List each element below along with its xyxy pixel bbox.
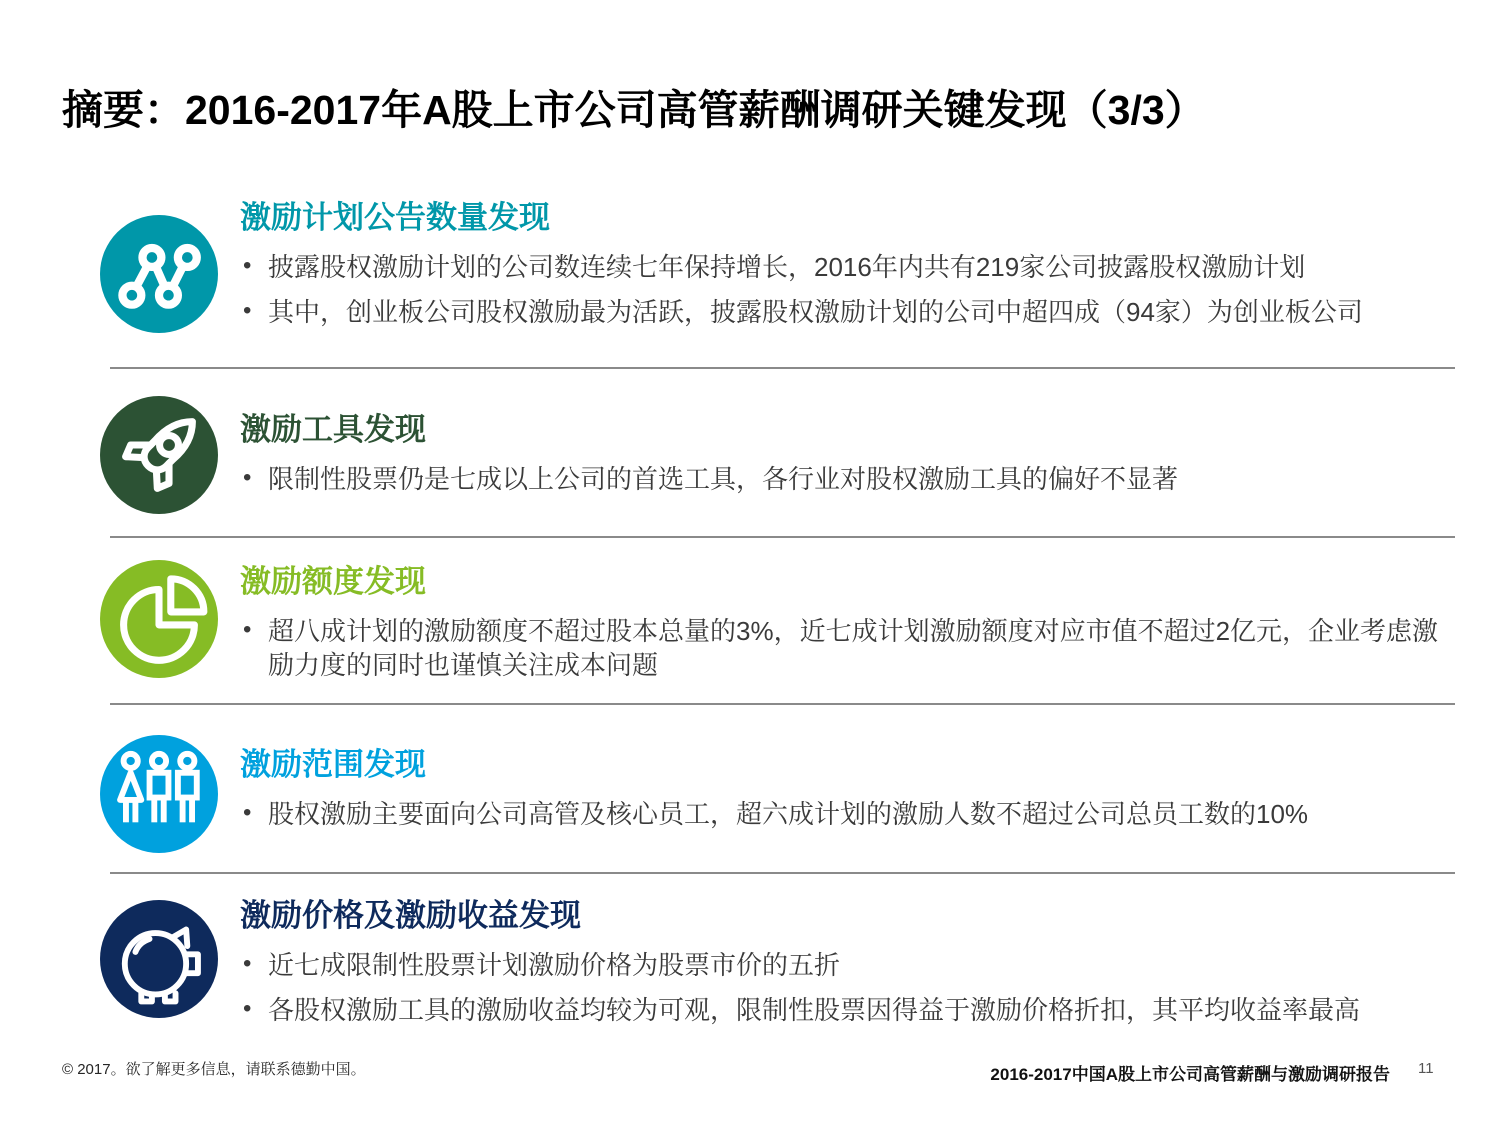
bullet-list (240, 948, 1462, 1027)
piggy-bank-icon (100, 900, 218, 1018)
section-divider (110, 703, 1455, 705)
pie-chart-icon (100, 560, 218, 678)
rocket-icon (100, 396, 218, 514)
report-title-footer: 2016-2017中国A股上市公司高管薪酬与激励调研报告 (990, 1065, 1390, 1084)
section-heading: 激励价格及激励收益发现 (240, 898, 581, 933)
section-divider (110, 872, 1455, 874)
network-nodes-icon (100, 215, 218, 333)
page-number: 11 (1418, 1060, 1434, 1077)
section-divider (110, 536, 1455, 538)
bullet-list (240, 462, 1462, 496)
bullet-item: • 各股权激励工具的激励收益均较为可观，限制性股票因得益于激励价格折扣，其平均收益率最高 (240, 993, 1462, 1027)
bullet-item: • 股权激励主要面向公司高管及核心员工，超六成计划的激励人数不超过公司总员工数的10% (240, 797, 1462, 831)
bullet-list (240, 797, 1462, 831)
section-heading: 激励工具发现 (240, 412, 426, 447)
bullet-list (240, 250, 1462, 329)
section-divider (110, 367, 1455, 369)
section-heading: 激励范围发现 (240, 747, 426, 782)
bullet-list (240, 614, 1462, 682)
bullet-item: • 其中，创业板公司股权激励最为活跃，披露股权激励计划的公司中超四成（94家）为创业板公司 (240, 295, 1462, 329)
page-title: 摘要：2016-2017年A股上市公司高管薪酬调研关键发现（3/3） (62, 87, 1206, 134)
section-heading: 激励计划公告数量发现 (240, 200, 550, 235)
section-heading: 激励额度发现 (240, 564, 426, 599)
bullet-item: • 披露股权激励计划的公司数连续七年保持增长，2016年内共有219家公司披露股权激励计划 (240, 250, 1462, 284)
bullet-item: • 超八成计划的激励额度不超过股本总量的3%，近七成计划激励额度对应市值不超过2亿元，企业考虑激励力度的同时也谨慎关注成本问题 (240, 614, 1462, 682)
people-group-icon (100, 735, 218, 853)
bullet-item: • 限制性股票仍是七成以上公司的首选工具，各行业对股权激励工具的偏好不显著 (240, 462, 1462, 496)
bullet-item: • 近七成限制性股票计划激励价格为股票市价的五折 (240, 948, 1462, 982)
copyright-note: © 2017。欲了解更多信息，请联系德勤中国。 (62, 1061, 366, 1078)
